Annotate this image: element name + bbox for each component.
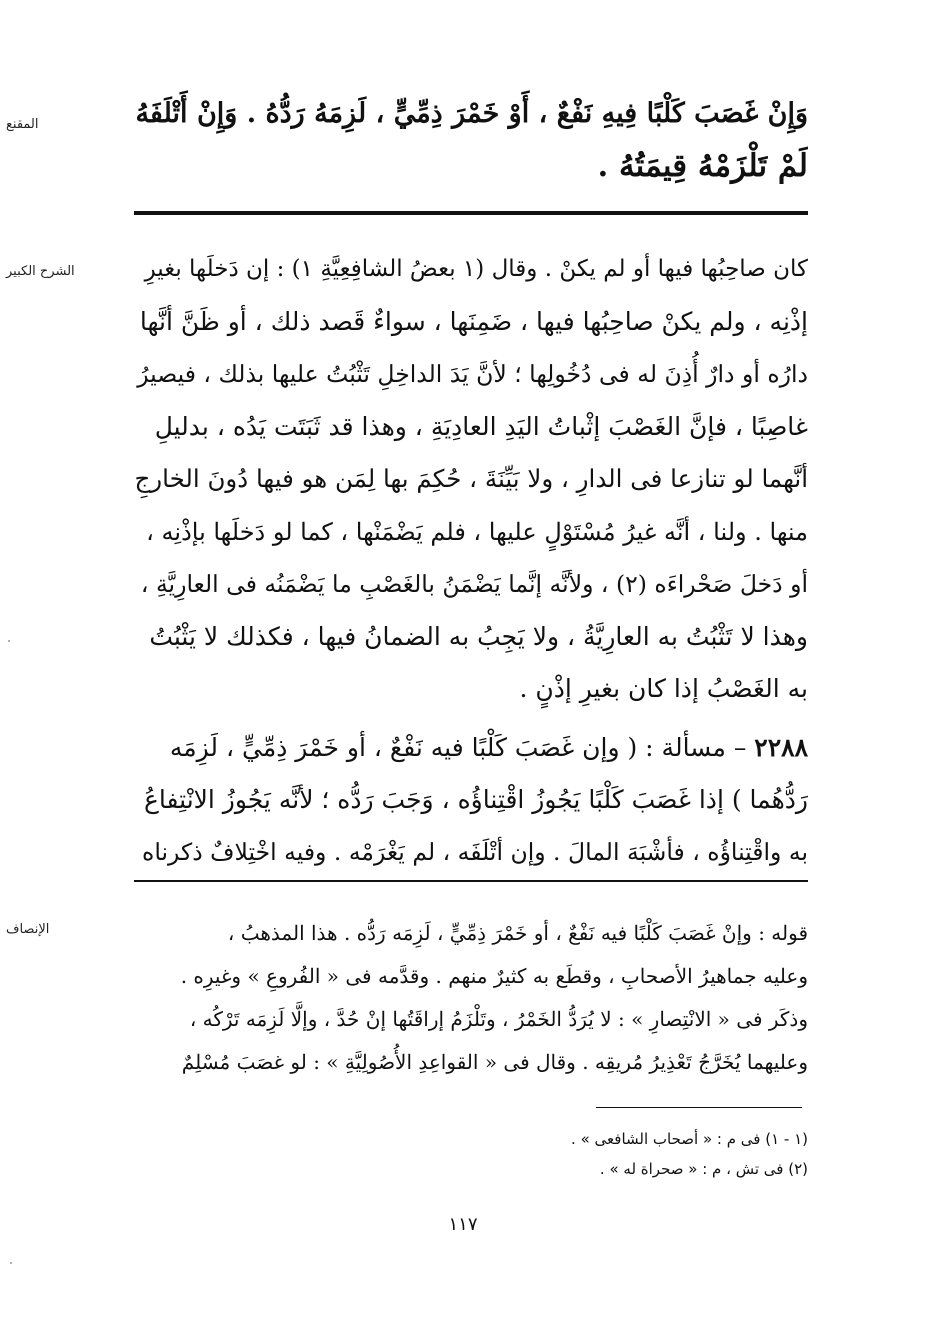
sharh-line: دارُه أو دارٌ أُذِنَ له فى دُخُولِها ؛ لأنَّ يَدَ الداخِلِ تَثْبُتُ عليها بذلك ، فيصيرُ xyxy=(137,360,808,388)
label-sharh: الشرح الكبير xyxy=(6,264,75,279)
label-mughni: المقنع xyxy=(6,117,39,132)
scan-speck xyxy=(10,1262,12,1264)
section-divider-thick xyxy=(134,211,808,215)
scan-speck xyxy=(8,640,10,642)
insaf-line: وذكَر فى « الانْتِصارِ » : لا يُرَدُّ الخَمْرُ ، وتَلْزَمُ إراقَتُها إنْ حُدَّ ، وإلَّا لَزِمَه تَرْكُه ، xyxy=(189,1007,808,1031)
masala-text xyxy=(134,722,808,878)
masala-number: ٢٢٨٨ xyxy=(754,733,808,762)
page-number: ١١٧ xyxy=(448,1214,478,1235)
section-divider xyxy=(134,880,808,882)
footnotes xyxy=(134,1124,808,1184)
masala-line: به واقْتِناؤُه ، فأشْبَهَ المالَ . وإن أتْلَفَه ، لم يَغْرَمْه . وفيه اخْتِلافٌ ذكرناه xyxy=(142,838,808,866)
sharh-line: غاصِبًا ، فإنَّ الغَصْبَ إثْباتُ اليَدِ العادِيَةِ ، وهذا قد ثَبَتَت يَدُه ، بدليلِ xyxy=(154,411,808,441)
masala-heading: – مسألة : ( وإن غَصَبَ كَلْبًا فيه نَفْعٌ ، أو خَمْرَ ذِمِّيٍّ ، لَزِمَه xyxy=(169,733,747,762)
insaf-text xyxy=(134,912,808,1084)
insaf-line: قوله : وإنْ غَصَبَ كَلْبًا فيه نَفْعٌ ، أو خَمْرَ ذِمِّيٍّ ، لَزِمَه رَدُّه . هذا المذهبُ ، xyxy=(227,921,808,945)
sharh-line: إذْنِه ، ولم يكنْ صاحِبُها فيها ، ضَمِنَها ، سواءٌ قَصد ذلك ، أو ظَنَّ أنَّها xyxy=(139,306,808,336)
sharh-line: منها . ولنا ، أنَّه غيرُ مُسْتَوْلٍ عليها ، فلم يَضْمَنْها ، كما لو دَخلَها بإذْنِه ، xyxy=(146,517,808,546)
footnote: (٢) فى تش ، م : « صحراة له » . xyxy=(599,1160,808,1178)
sharh-line: أنَّهما لو تنازعا فى الدارِ ، ولا بَيِّنَةَ ، حُكِمَ بها لِمَن هو فيها دُونَ الخارجِ xyxy=(134,464,808,493)
label-insaf: الإنصاف xyxy=(6,922,50,937)
sharh-line: وهذا لا تَثْبُتُ به العارِيَّةُ ، ولا يَجِبُ به الضمانُ فيها ، فكذلك لا يَثْبُتُ xyxy=(149,621,808,651)
mughni-text xyxy=(134,88,808,192)
footnote: (١ - ١) فى م : « أصحاب الشافعى » . xyxy=(571,1130,808,1148)
footnote-divider xyxy=(596,1107,802,1108)
insaf-line: وعليه جماهيرُ الأصحابِ ، وقطَع به كثيرٌ منهم . وقدَّمه فى « الفُروعِ » وغيرِه . xyxy=(180,964,808,988)
mughni-line: وَإِنْ غَصَبَ كَلْبًا فِيهِ نَفْعٌ ، أَوْ خَمْرَ ذِمِّيٍّ ، لَزِمَهُ رَدُّهُ . وَإِنْ أَتْلَفَهُ xyxy=(135,98,808,129)
insaf-line: وعليهما يُخَرَّجُ تَعْذِيرُ مُريقِه . وقال فى « القواعِدِ الأُصُولِيَّةِ » : لو غصَبَ مُسْلِمٌ xyxy=(181,1050,808,1074)
mughni-line: لَمْ تَلْزَمْهُ قِيمَتُهُ . xyxy=(597,148,808,184)
sharh-line: كان صاحِبُها فيها أو لم يكنْ . وقال (١ بعضُ الشافِعِيَّةِ ١) : إن دَخلَها بغيرِ xyxy=(144,256,808,282)
sharh-text xyxy=(134,243,808,716)
sharh-line: به الغَصْبُ إذا كان بغيرِ إذْنٍ . xyxy=(519,674,808,703)
sharh-line: أو دَخلَ صَحْراءَه (٢) ، ولأنَّه إنَّما يَضْمَنُ بالغَصْبِ ما يَضْمَنُه فى العارِيَّةِ ، xyxy=(140,570,808,598)
masala-line: رَدُّهُما ) إذا غَصَبَ كَلْبًا يَجُوزُ اقْتِناؤُه ، وَجَبَ رَدُّه ؛ لأنَّه يَجُوزُ الانْتِفاعُ xyxy=(143,785,808,814)
masala-line xyxy=(134,722,808,774)
